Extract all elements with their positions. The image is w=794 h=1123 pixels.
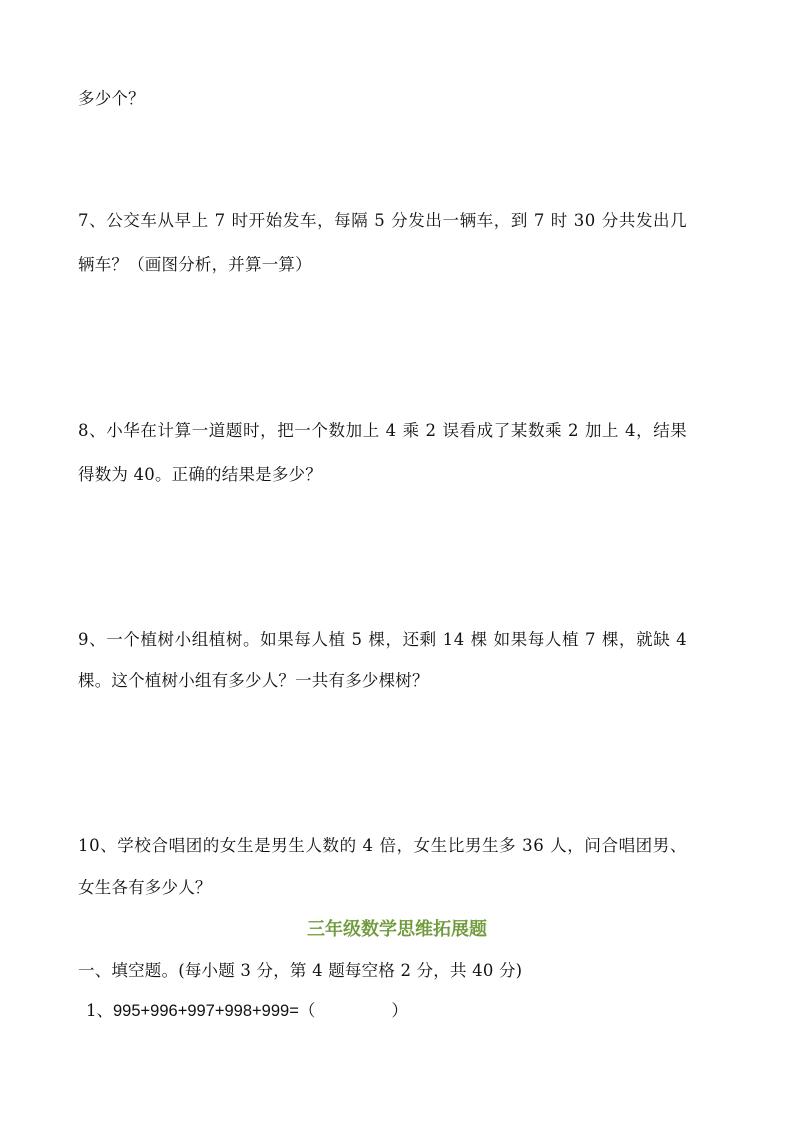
question-9-line-1: 9、一个植树小组植树。如果每人植 5 棵，还剩 14 棵 如果每人植 7 棵，就缺 4: [78, 630, 688, 649]
question-8-line-1: 8、小华在计算一道题时，把一个数加上 4 乘 2 误看成了某数乘 2 加上 4，结果: [78, 421, 688, 440]
fill-item-expression: 995+996+997+998+999=（: [113, 1002, 316, 1020]
question-8-line-2: 得数为 40。正确的结果是多少？: [78, 465, 322, 484]
question-10-line-1: 10、学校合唱团的女生是男生人数的 4 倍，女生比男生多 36 人，问合唱团男、: [78, 836, 687, 855]
section-title: 三年级数学思维拓展题: [307, 919, 487, 940]
fill-item-1: [86, 1000, 408, 1022]
fill-item-close-paren: ）: [391, 1001, 408, 1020]
question-7-line-1: 7、公交车从早上 7 时开始发车，每隔 5 分发出一辆车，到 7 时 30 分共发出几: [78, 211, 688, 230]
fill-item-number: 1、: [86, 1001, 113, 1020]
part-heading: 一、填空题。(每小题 3 分，第 4 题每空格 2 分，共 40 分): [78, 961, 523, 980]
previous-question-tail: 多少个？: [78, 89, 145, 108]
question-7-line-2: 辆车？（画图分析，并算一算）: [78, 255, 312, 274]
question-9-line-2: 棵。这个植树小组有多少人？一共有多少棵树？: [78, 671, 429, 690]
question-10-line-2: 女生各有多少人？: [78, 878, 212, 897]
